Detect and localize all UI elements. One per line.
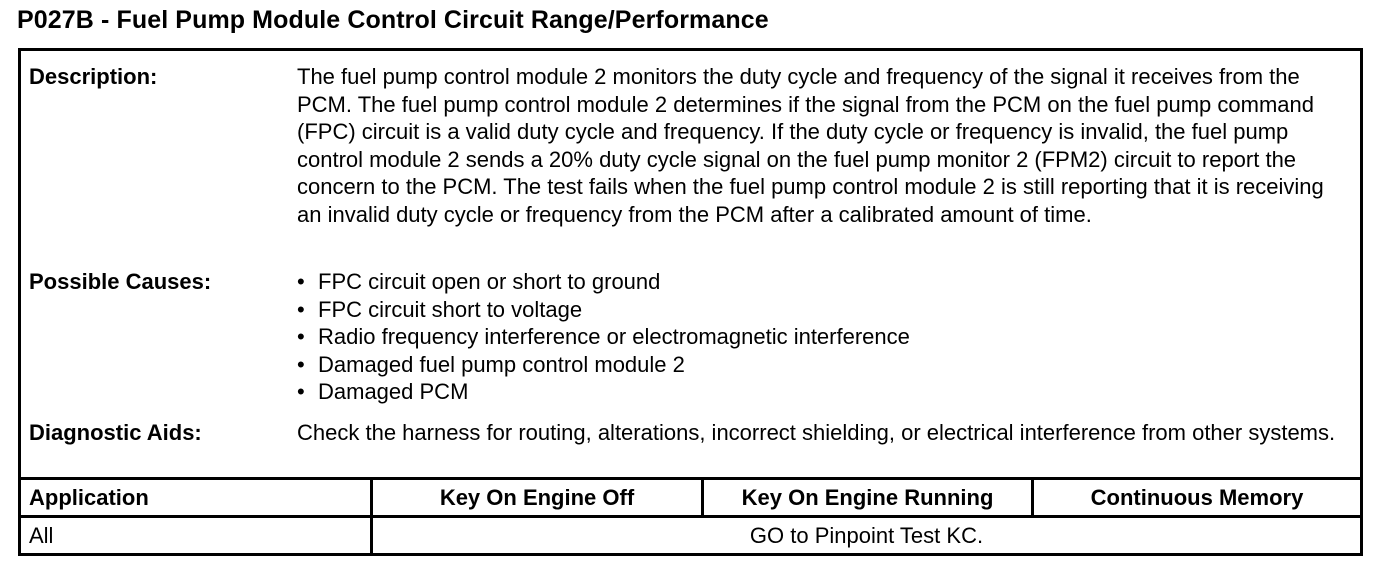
possible-causes-content xyxy=(297,268,1352,406)
dtc-info-section xyxy=(21,51,1360,477)
possible-causes-label: Possible Causes: xyxy=(29,269,212,294)
diagnostic-aids-label: Diagnostic Aids: xyxy=(29,420,202,445)
description-label: Description: xyxy=(29,64,158,89)
table-header-koeo: Key On Engine Off xyxy=(439,485,635,510)
description-text: The fuel pump control module 2 monitors the duty cycle and frequency of the signal it receives from the PCM. The fuel pump control module 2 determines if the signal from the PCM on the fuel pump command (FPC) circuit is a valid duty cycle and frequency. If the duty cycle or frequency is invalid, the fuel pump control module 2 sends a 20% duty cycle signal on the fuel pump monitor 2 (FPM2) circuit to report the concern to the PCM. The test fails when the fuel pump control module 2 is still reporting that it is receiving an invalid duty cycle or frequency from the PCM after a calibrated amount of time. xyxy=(297,64,1324,227)
list-item: • FPC circuit short to voltage xyxy=(297,296,1352,324)
possible-causes-list xyxy=(297,268,1352,406)
list-item: • Damaged PCM xyxy=(297,378,1352,406)
diagnostic-aids-text: Check the harness for routing, alterations, incorrect shielding, or electrical interference from other systems. xyxy=(297,420,1336,445)
table-cell-action: GO to Pinpoint Test KC. xyxy=(749,523,984,548)
dtc-info-frame xyxy=(18,48,1363,556)
list-item: • FPC circuit open or short to ground xyxy=(297,268,1352,296)
list-item: • Radio frequency interference or electromagnetic interference xyxy=(297,323,1352,351)
list-item: • Damaged fuel pump control module 2 xyxy=(297,351,1352,379)
table-header-koer: Key On Engine Running xyxy=(741,485,994,510)
table-header-application: Application xyxy=(29,485,149,510)
page-title: P027B - Fuel Pump Module Control Circuit Range/Performance xyxy=(17,6,769,34)
table-cell-application: All xyxy=(29,523,54,548)
table-header-continuous-memory: Continuous Memory xyxy=(1090,485,1304,510)
